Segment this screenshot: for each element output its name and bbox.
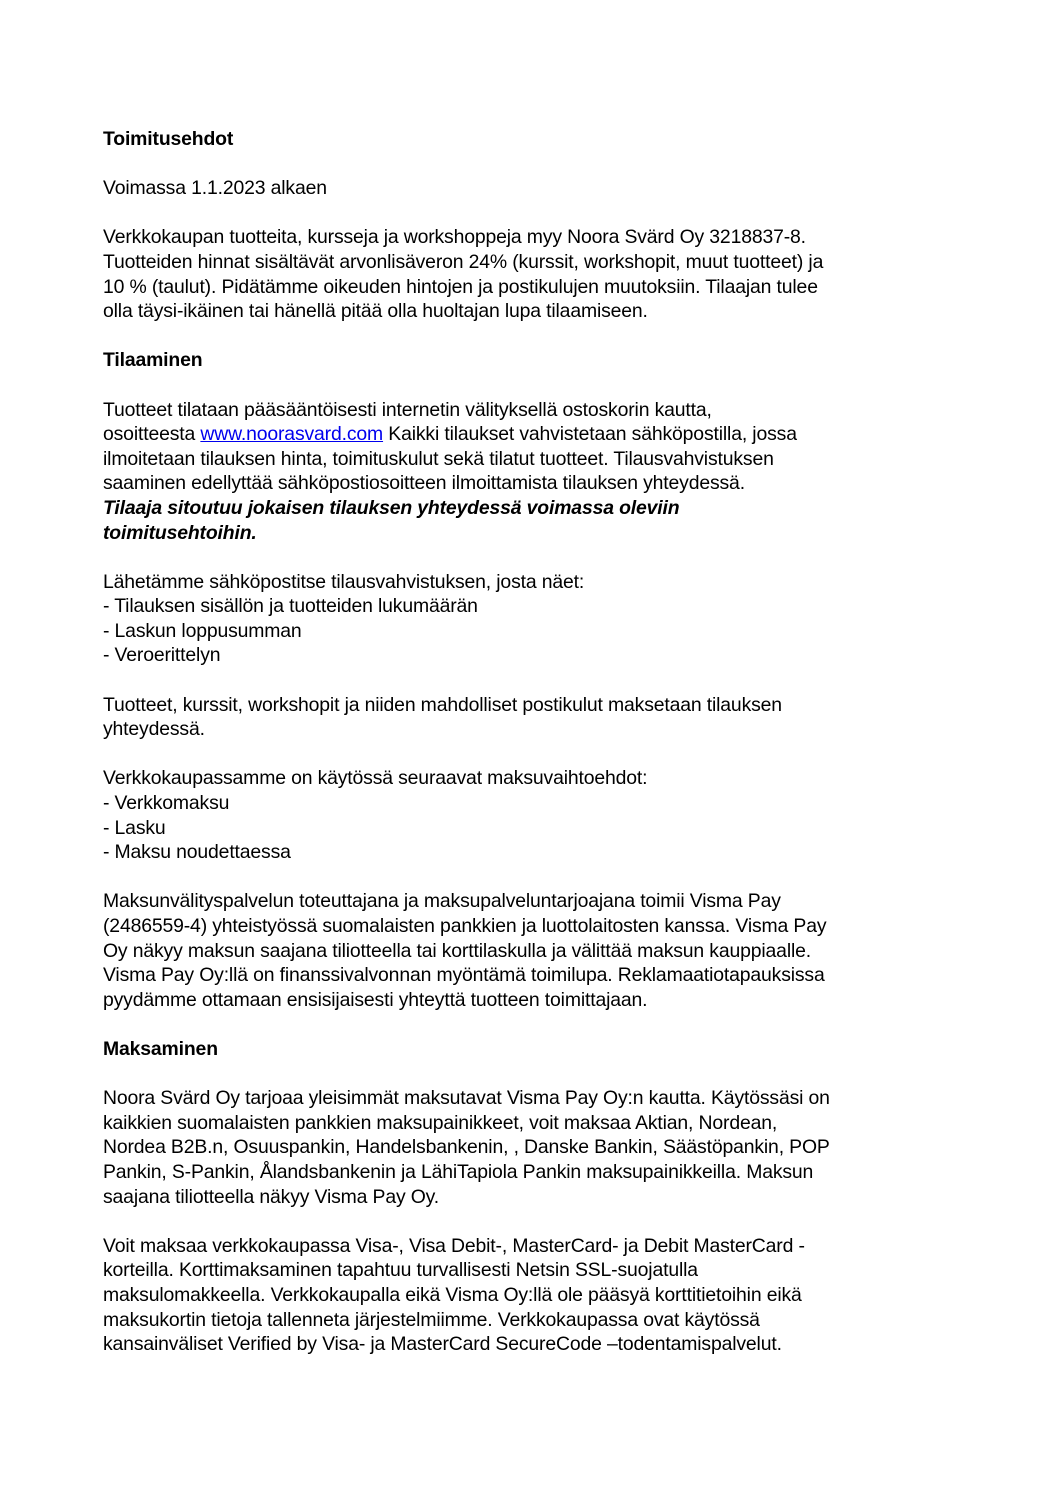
document-title: Toimitusehdot (103, 128, 234, 150)
ordering-line: Tuotteet tilataan pääsääntöisesti internetin välityksellä ostoskorin kautta, (103, 398, 712, 421)
provider-paragraph (103, 889, 933, 1012)
list-item: - Veroerittelyn (103, 644, 221, 667)
payment-options-intro: Verkkokaupassamme on käytössä seuraavat maksuvaihtoehdot: (103, 767, 648, 790)
ordering-line-prefix: osoitteesta (103, 423, 201, 446)
list-item: - Laskun loppusumman (103, 619, 302, 642)
provider-line: (2486559-4) yhteistyössä suomalaisten pankkien ja luottolaitosten kanssa. Visma Pay (103, 915, 827, 937)
cards-line: kansainväliset Verified by Visa- ja MasterCard SecureCode –todentamispalvelut. (103, 1333, 782, 1356)
banks-line: Noora Svärd Oy tarjoaa yleisimmät maksutavat Visma Pay Oy:n kautta. Käytössäsi on (103, 1087, 830, 1110)
valid-from: Voimassa 1.1.2023 alkaen (103, 177, 327, 200)
list-item: - Tilauksen sisällön ja tuotteiden lukumäärän (103, 595, 478, 618)
ordering-line-suffix: Kaikki tilaukset vahvistetaan sähköpostilla, jossa (383, 423, 797, 446)
intro-line: olla täysi-ikäinen tai hänellä pitää olla huoltajan lupa tilaamiseen. (103, 300, 648, 323)
provider-line: Visma Pay Oy:llä on finanssivalvonnan myöntämä toimilupa. Reklamaatiotapauksissa (103, 964, 825, 987)
list-item: - Maksu noudettaessa (103, 841, 291, 864)
website-link[interactable]: www.noorasvard.com (200, 423, 384, 446)
payment-timing-line: Tuotteet, kurssit, workshopit ja niiden mahdolliset postikulut maksetaan tilauksen (103, 693, 782, 716)
cards-line: maksukortin tietoja tallenneta järjestelmiimme. Verkkokaupassa ovat käytössä (103, 1308, 760, 1331)
ordering-line: ilmoitetaan tilauksen hinta, toimituskulut sekä tilatut tuotteet. Tilausvahvistuksen (103, 447, 774, 470)
intro-line: Tuotteiden hinnat sisältävät arvonlisäveron 24% (kurssit, workshopit, muut tuotteet) ja (103, 250, 824, 273)
ordering-paragraph (103, 398, 933, 546)
ordering-emphasis: Tilaaja sitoutuu jokaisen tilauksen yhteydessä voimassa oleviin (103, 496, 680, 519)
ordering-heading: Tilaaminen (103, 349, 203, 372)
intro-line: 10 % (taulut). Pidätämme oikeuden hintojen ja postikulujen muutoksiin. Tilaajan tulee (103, 275, 818, 298)
confirmation-paragraph (103, 570, 933, 668)
ordering-line: saaminen edellyttää sähköpostiosoitteen ilmoittamista tilauksen yhteydessä. (103, 472, 745, 495)
paying-heading: Maksaminen (103, 1037, 218, 1060)
cards-line: korteilla. Korttimaksaminen tapahtuu turvallisesti Netsin SSL-suojatulla (103, 1259, 698, 1282)
document-page (103, 127, 933, 1357)
banks-line: kaikkien suomalaisten pankkien maksupainikkeet, voit maksaa Aktian, Nordean, (103, 1111, 778, 1134)
payment-timing-paragraph (103, 693, 933, 742)
banks-paragraph (103, 1086, 933, 1209)
provider-line: pyydämme ottamaan ensisijaisesti yhteyttä tuotteen toimittajaan. (103, 988, 648, 1011)
banks-line: Pankin, S-Pankin, Ålandsbankenin ja LähiTapiola Pankin maksupainikkeilla. Maksun (103, 1160, 814, 1183)
banks-line: saajana tiliotteella näkyy Visma Pay Oy. (103, 1185, 440, 1208)
intro-line: Verkkokaupan tuotteita, kursseja ja workshoppeja myy Noora Svärd Oy 3218837-8. (103, 226, 806, 249)
list-item: - Verkkomaksu (103, 792, 230, 815)
payment-options-paragraph (103, 766, 933, 864)
cards-paragraph (103, 1234, 933, 1357)
cards-line: Voit maksaa verkkokaupassa Visa-, Visa Debit-, MasterCard- ja Debit MasterCard - (103, 1234, 805, 1257)
banks-line: Nordea B2B.n, Osuuspankin, Handelsbankenin, , Danske Bankin, Säästöpankin, POP (103, 1136, 830, 1159)
list-item: - Lasku (103, 816, 166, 839)
ordering-emphasis: toimitusehtoihin. (103, 521, 257, 544)
intro-paragraph (103, 225, 933, 323)
cards-line: maksulomakkeella. Verkkokaupalla eikä Visma Oy:llä ole pääsyä korttitietoihin eikä (103, 1283, 802, 1306)
ordering-line (103, 422, 933, 447)
provider-line: Oy näkyy maksun saajana tiliotteella tai korttilaskulla ja välittää maksun kauppiaalle. (103, 939, 812, 962)
payment-timing-line: yhteydessä. (103, 718, 205, 741)
confirmation-intro: Lähetämme sähköpostitse tilausvahvistuksen, josta näet: (103, 570, 585, 593)
provider-line: Maksunvälityspalvelun toteuttajana ja maksupalveluntarjoajana toimii Visma Pay (103, 890, 781, 913)
